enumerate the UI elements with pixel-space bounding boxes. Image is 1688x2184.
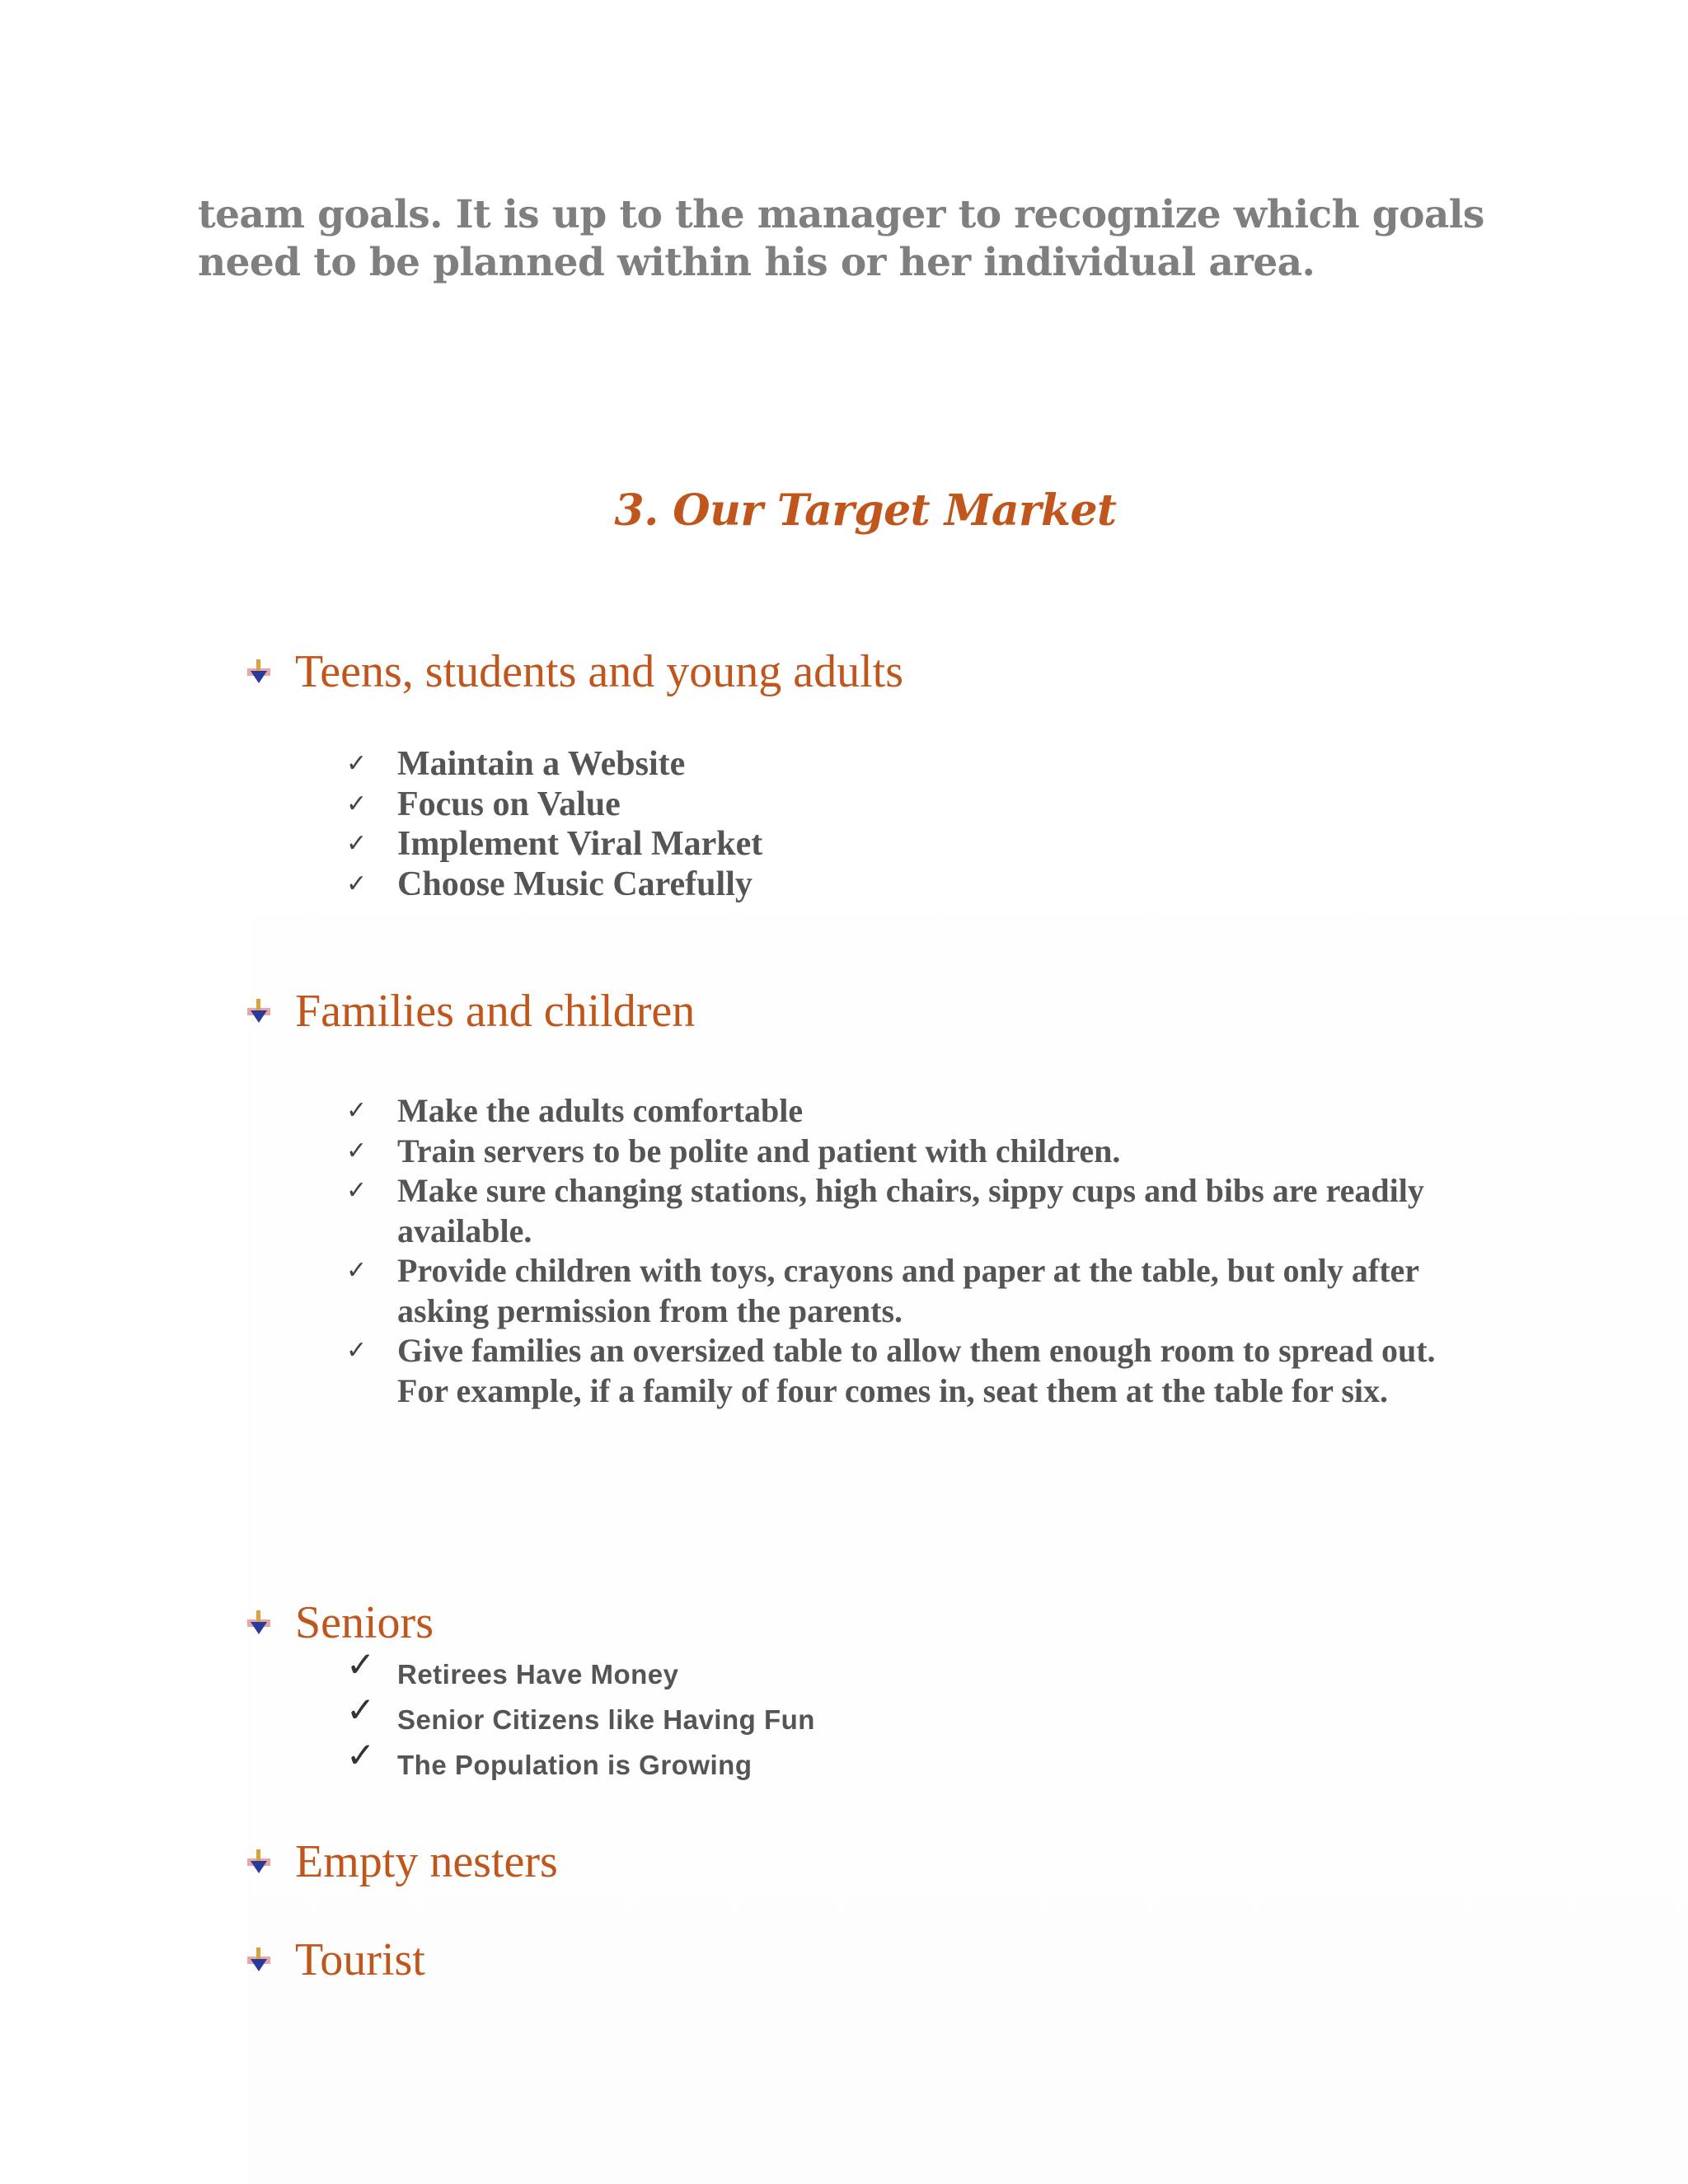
arrow-down-bullet-icon [247,1947,270,1972]
section-families [247,982,1436,1409]
section-title: Empty nesters [295,1836,558,1887]
section-title: Seniors [295,1597,434,1648]
list-item: ✓ Retirees Have Money [346,1652,1489,1697]
list-item: ✓ Senior Citizens like Having Fun [346,1697,1489,1742]
checkmark-icon: ✓ [346,1136,368,1165]
list-item: ✓ Provide children with toys, crayons and paper at the table, but only after asking permission from the parents. [346,1252,1419,1329]
arrow-down-bullet-icon [247,1849,270,1874]
teens-item-list [346,744,1489,904]
arrow-down-bullet-icon [247,999,270,1024]
checkmark-icon: ✓ [346,1690,376,1730]
section-title: Families and children [295,986,696,1037]
section-empty-nesters [247,1833,558,1891]
checkmark-icon: ✓ [346,749,368,778]
list-item: ✓ Make sure changing stations, high chairs, sippy cups and bibs are readily available. [346,1172,1424,1249]
section-heading: 3. Our Target Market [614,485,1117,536]
families-item-list [346,1091,1489,1411]
checkmark-icon: ✓ [346,1735,376,1775]
intro-paragraph: team goals. It is up to the manager to recognize which goals need to be planned within his or her individual area. [198,192,1484,285]
section-title: Tourist [295,1934,425,1985]
arrow-down-bullet-icon [247,1610,270,1635]
section-tourist [247,1931,425,1989]
checkmark-icon: ✓ [346,829,368,858]
list-item: ✓ Make the adults comfortable [346,1091,1489,1132]
list-item: ✓ The Population is Growing [346,1742,1489,1788]
checkmark-icon: ✓ [346,1176,368,1205]
list-item: ✓ Choose Music Carefully [346,865,753,903]
arrow-down-bullet-icon [247,659,270,684]
checkmark-icon: ✓ [346,869,368,898]
section-teens [247,643,903,903]
list-item: ✓ Focus on Value [346,785,621,823]
checkmark-icon: ✓ [346,1644,376,1685]
section-seniors [247,1594,815,1780]
checkmark-icon: ✓ [346,1336,368,1365]
list-item: ✓ Give families an oversized table to allow them enough room to spread out. For example, if a family of four comes in, seat them at the table for six. [346,1332,1436,1409]
list-item: ✓ Maintain a Website [346,745,686,783]
section-title: Teens, students and young adults [295,646,903,697]
checkmark-icon: ✓ [346,789,368,818]
list-item: ✓ Train servers to be polite and patient with children. [346,1132,1489,1172]
list-item: ✓ Implement Viral Market [346,825,763,863]
checkmark-icon: ✓ [346,1096,368,1125]
checkmark-icon: ✓ [346,1256,368,1285]
seniors-item-list [346,1644,1489,1788]
